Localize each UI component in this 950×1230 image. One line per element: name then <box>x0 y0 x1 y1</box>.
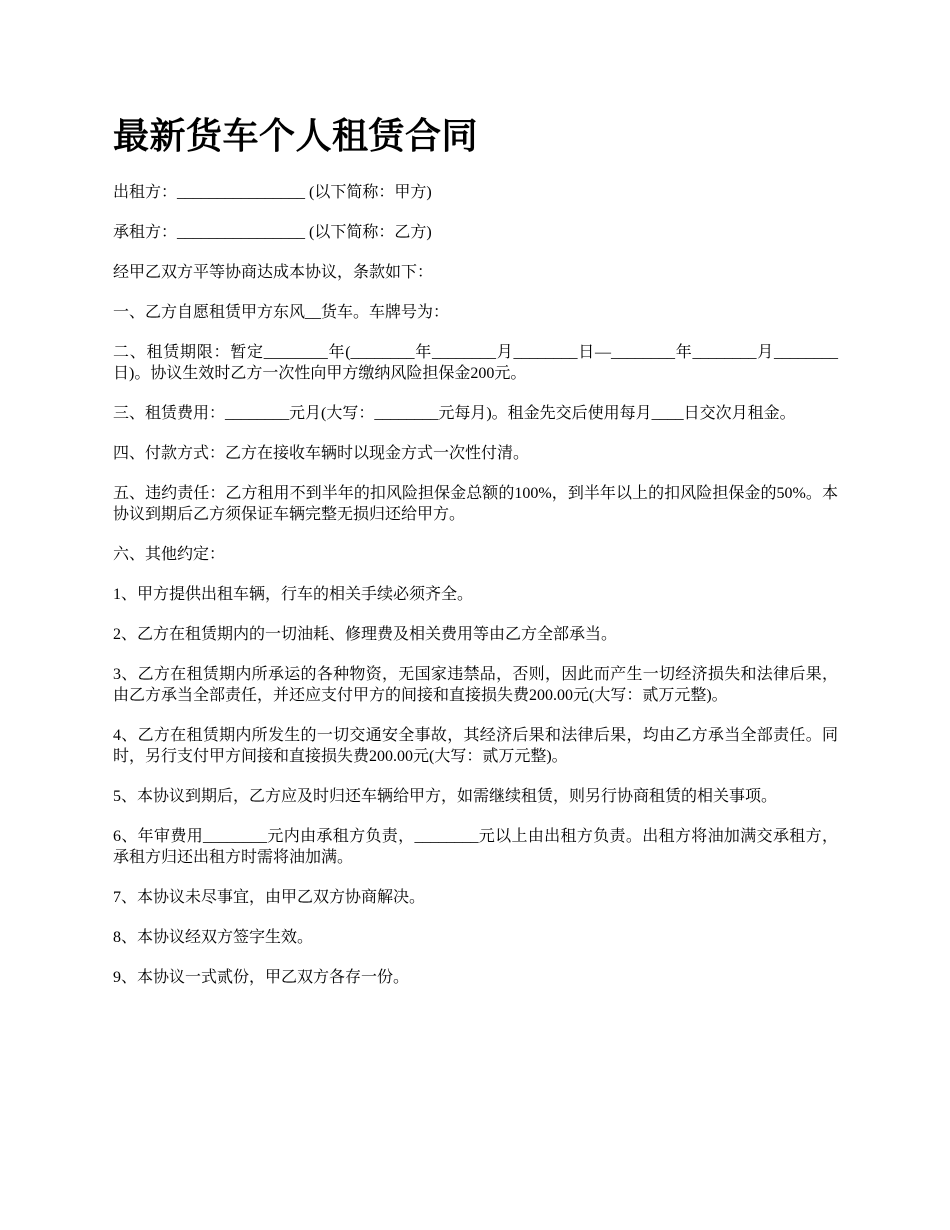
other-item-6: 6、年审费用________元内由承租方负责，________元以上由出租方负责。出租方将油加满交承租方，承租方归还出租方时需将油加满。 <box>113 828 838 866</box>
clause-3: 三、租赁费用：________元月(大写：________元每月)。租金先交后使用每月____日交次月租金。 <box>113 405 796 422</box>
clause-6: 六、其他约定： <box>113 546 226 563</box>
clause-1: 一、乙方自愿租赁甲方东风__货车。车牌号为： <box>113 304 450 321</box>
other-item-3: 3、乙方在租赁期内所承运的各种物资，无国家违禁品，否则，因此而产生一切经济损失和法律后果，由乙方承当全部责任，并还应支付甲方的间接和直接损失费200.00元(大写：贰万元整)。 <box>113 666 838 704</box>
other-item-7: 7、本协议未尽事宜，由甲乙双方协商解决。 <box>113 889 426 906</box>
clause-lessor: 出租方：________________ (以下简称：甲方) <box>113 184 432 201</box>
clause-preamble: 经甲乙双方平等协商达成本协议，条款如下： <box>113 264 434 281</box>
clause-4: 四、付款方式：乙方在接收车辆时以现金方式一次性付清。 <box>113 445 530 462</box>
other-item-2: 2、乙方在租赁期内的一切油耗、修理费及相关费用等由乙方全部承当。 <box>113 626 618 643</box>
clause-lessee: 承租方：________________ (以下简称：乙方) <box>113 224 432 241</box>
other-item-1: 1、甲方提供出租车辆，行车的相关手续必须齐全。 <box>113 586 474 603</box>
other-item-9: 9、本协议一式贰份，甲乙双方各存一份。 <box>113 969 410 986</box>
other-item-8: 8、本协议经双方签字生效。 <box>113 929 314 946</box>
document-title: 最新货车个人租赁合同 <box>113 116 479 156</box>
other-item-5: 5、本协议到期后，乙方应及时归还车辆给甲方，如需继续租赁，则另行协商租赁的相关事项。 <box>113 788 778 805</box>
other-item-4: 4、乙方在租赁期内所发生的一切交通安全事故，其经济后果和法律后果，均由乙方承当全部责任。同时，另行支付甲方间接和直接损失费200.00元(大写：贰万元整)。 <box>113 727 838 765</box>
clause-2: 二、租赁期限：暂定________年(________年________月________日—________年________月________日)。协议生效时乙方一次性向甲方缴纳风险担保金200元。 <box>113 344 838 382</box>
clause-5: 五、违约责任：乙方租用不到半年的扣风险担保金总额的100%，到半年以上的扣风险担保金的50%。本协议到期后乙方须保证车辆完整无损归还给甲方。 <box>113 485 838 523</box>
